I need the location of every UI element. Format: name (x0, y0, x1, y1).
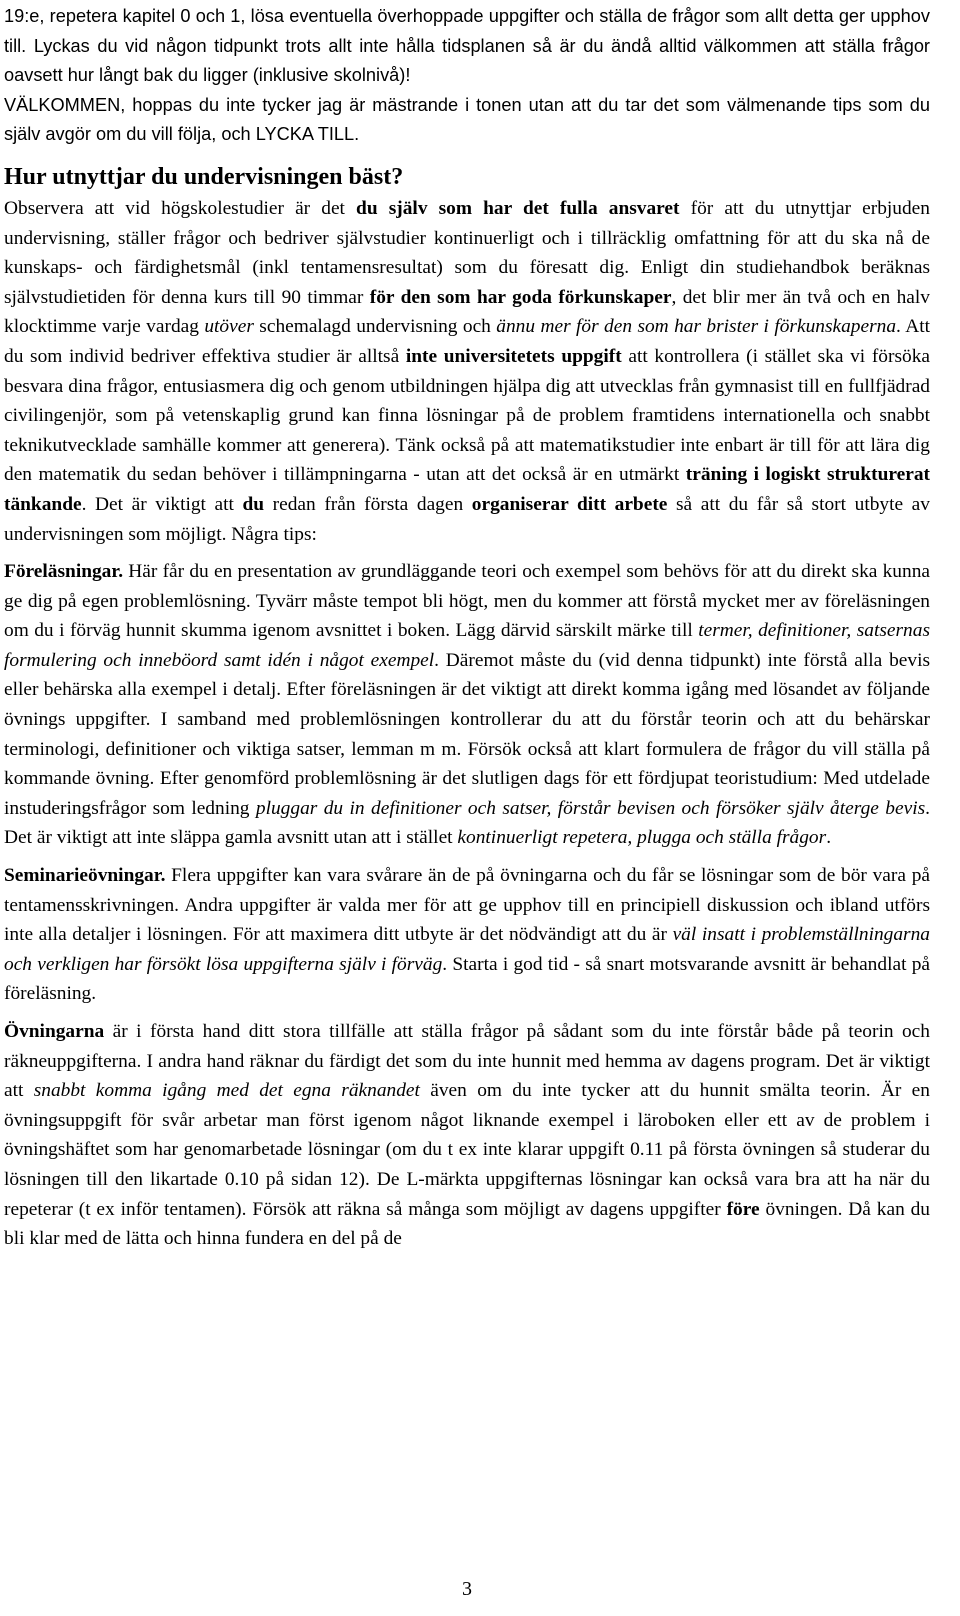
text-run: . Det är viktigt att inte släppa gamla avsnitt utan att i stället (4, 797, 930, 849)
italic-run: utöver (204, 316, 254, 338)
text-run: . Att du som individ bedriver effektiva studier är alltså (4, 316, 931, 367)
intro-text: 19:e, repetera kapitel 0 och 1, lösa eventuella överhoppade uppgifter och ställa de frågor som allt detta ger upphov till. Lyckas du vid någon tidpunkt trots allt inte hålla tidsplanen så är du ändå alltid välkommen att ställa frågor oavsett hur långt bak du ligger (inklusive skolnivå)! (4, 6, 930, 86)
text-run: . Det är viktigt att (81, 493, 243, 515)
paragraph-lectures (4, 557, 930, 853)
bold-run: träning i logiskt strukturerat tänkande (4, 464, 930, 515)
italic-run: ännu mer för den som har brister i förkunskaperna (496, 316, 897, 338)
text-run: . Starta i god tid - så snart motsvarande avsnitt är behandlat på föreläsning. (4, 953, 930, 1005)
text-run: övningen. Då kan du bli klar med de lätta och hinna fundera en del på de (4, 1198, 931, 1250)
italic-run: kontinuerligt repetera, plugga och ställa frågor (457, 827, 827, 849)
bold-run: före (726, 1198, 760, 1220)
bold-run: du (242, 493, 265, 515)
italic-run: pluggar du in definitioner och satser, förstår bevisen och försöker själv återge bevis (255, 797, 926, 819)
intro-paragraph (4, 2, 930, 150)
text-run: för att du utnyttjar erbjuden undervisning, ställer frågor och bedriver självstudier kontinuerligt och i tillräcklig omfattning för att du ska nå de kunskaps- och färdighetsmål (inkl tentamensresultat) som du föresatt dig. Enligt din studiehandbok beräknas självstudietiden för denna kurs till 90 timmar (4, 197, 930, 308)
text-run: schemalagd undervisning och (253, 316, 497, 338)
welcome-text: VÄLKOMMEN, hoppas du inte tycker jag är mästrande i tonen utan att du tar det som välmenande tips som du själv avgör om du vill följa, och LYCKA TILL. (4, 94, 930, 145)
italic-run: väl insatt i problemställningarna och verkligen har försökt lösa uppgifterna själv i förväg (4, 924, 930, 975)
text-run: Flera uppgifter kan vara svårare än de på övningarna och du får se lösningar som de bör vara på tentamensskrivningen. Andra uppgifter är valda mer för att ge upphov till en principiell diskussion och ibland utförs inte alla detaljer i lösningen. För att maximera ditt utbyte är det nödvändigt att du är (4, 865, 930, 946)
bold-run: du själv som har det fulla ansvaret (356, 197, 680, 219)
text-run: redan från första dagen (264, 493, 472, 515)
paragraph-exercises (4, 1017, 930, 1254)
document-page (4, 0, 930, 1254)
text-run: , det blir mer än två och en halv klocktimme varje vardag (4, 286, 930, 338)
text-run: . (826, 827, 832, 849)
text-run: är i första hand ditt stora tillfälle att ställa frågor på sådant som du inte förstår både på teorin och räkneuppgifterna. I andra hand räknar du färdigt det som du inte hunnit med hemma av dagens program. Det är viktigt att (4, 1021, 930, 1102)
paragraph-lead: Föreläsningar. (4, 561, 124, 583)
paragraph-seminars (4, 861, 930, 1009)
text-run: att kontrollera (i stället ska vi försöka besvara dina frågor, entusiasmera dig och genom utbildningen hjälpa dig att utvecklas från gymnasist till en fullfjädrad civilingenjör, som på vetenskaplig grund kan finna lösningar på de problem framtidens internationella och snabbt teknikutvecklade samhälle kommer att generera). Tänk också på att matematikstudier inte enbart är till för att lära dig den matematik du sedan behöver i tillämpningarna - utan att det också är en utmärkt (4, 345, 930, 486)
bold-run: inte universitetets uppgift (405, 345, 622, 367)
section-heading: Hur utnyttjar du undervisningen bäst? (4, 163, 404, 190)
text-run: . Däremot måste du (vid denna tidpunkt) inte förstå alla bevis eller behärska alla exempel i detalj. Efter föreläsningen är det viktigt att direkt komma igång med lösandet av följande övnings uppgifter. I samband med problemlösningen kontrollerar du att du förstår teorin och att du behärskar terminologi, definitioner och viktiga satser, lemman m m. Försök också att klart formulera de frågor du vill ställa på kommande övning. Efter genomförd problemlösning är det slutligen dags för ett fördjupat teoristudium: Med utdelade instuderingsfrågor som ledning (4, 649, 930, 819)
paragraph-lead: Seminarieövningar. (4, 865, 166, 887)
text-run: Observera att vid högskolestudier är det (4, 197, 357, 219)
italic-run: termer, definitioner, satsernas formulering och inneböord samt idén i något exempel (4, 620, 930, 671)
text-run: även om du inte tycker att du hunnit smälta teorin. Är en övningsuppgift för svår arbetar man först igenom något liknande exempel i läroboken eller ett av de problem i övningshäftet som har genomarbetade lösningar (om du t ex inte klarar uppgift 0.11 på första övningen så studerar du lösningen till den likartade 0.10 på sidan 12). De L-märkta uppgifternas lösningar kan också vara bra att ha när du repeterar (t ex inför tentamen). Försök att räkna så många som möjligt av dagens uppgifter (4, 1080, 930, 1220)
paragraph-lead: Övningarna (4, 1021, 105, 1042)
page-number: 3 (462, 1578, 472, 1600)
bold-run: för den som har goda förkunskaper (369, 286, 672, 308)
text-run: så att du får så stort utbyte av undervisningen som möjligt. Några tips: (4, 493, 930, 545)
italic-run: snabbt komma igång med det egna räknandet (33, 1080, 420, 1102)
paragraph-responsibility (4, 194, 930, 549)
text-run: Här får du en presentation av grundläggande teori och exempel som behövs för att du direkt ska kunna ge dig på egen problemlösning. Tyvärr måste tempot bli högt, men du kommer att förstå mycket mer av föreläsningen om du i förväg hunnit skumma igenom avsnittet i boken. Lägg därvid särskilt märke till (4, 561, 930, 642)
bold-run: organiserar ditt arbete (471, 493, 668, 515)
